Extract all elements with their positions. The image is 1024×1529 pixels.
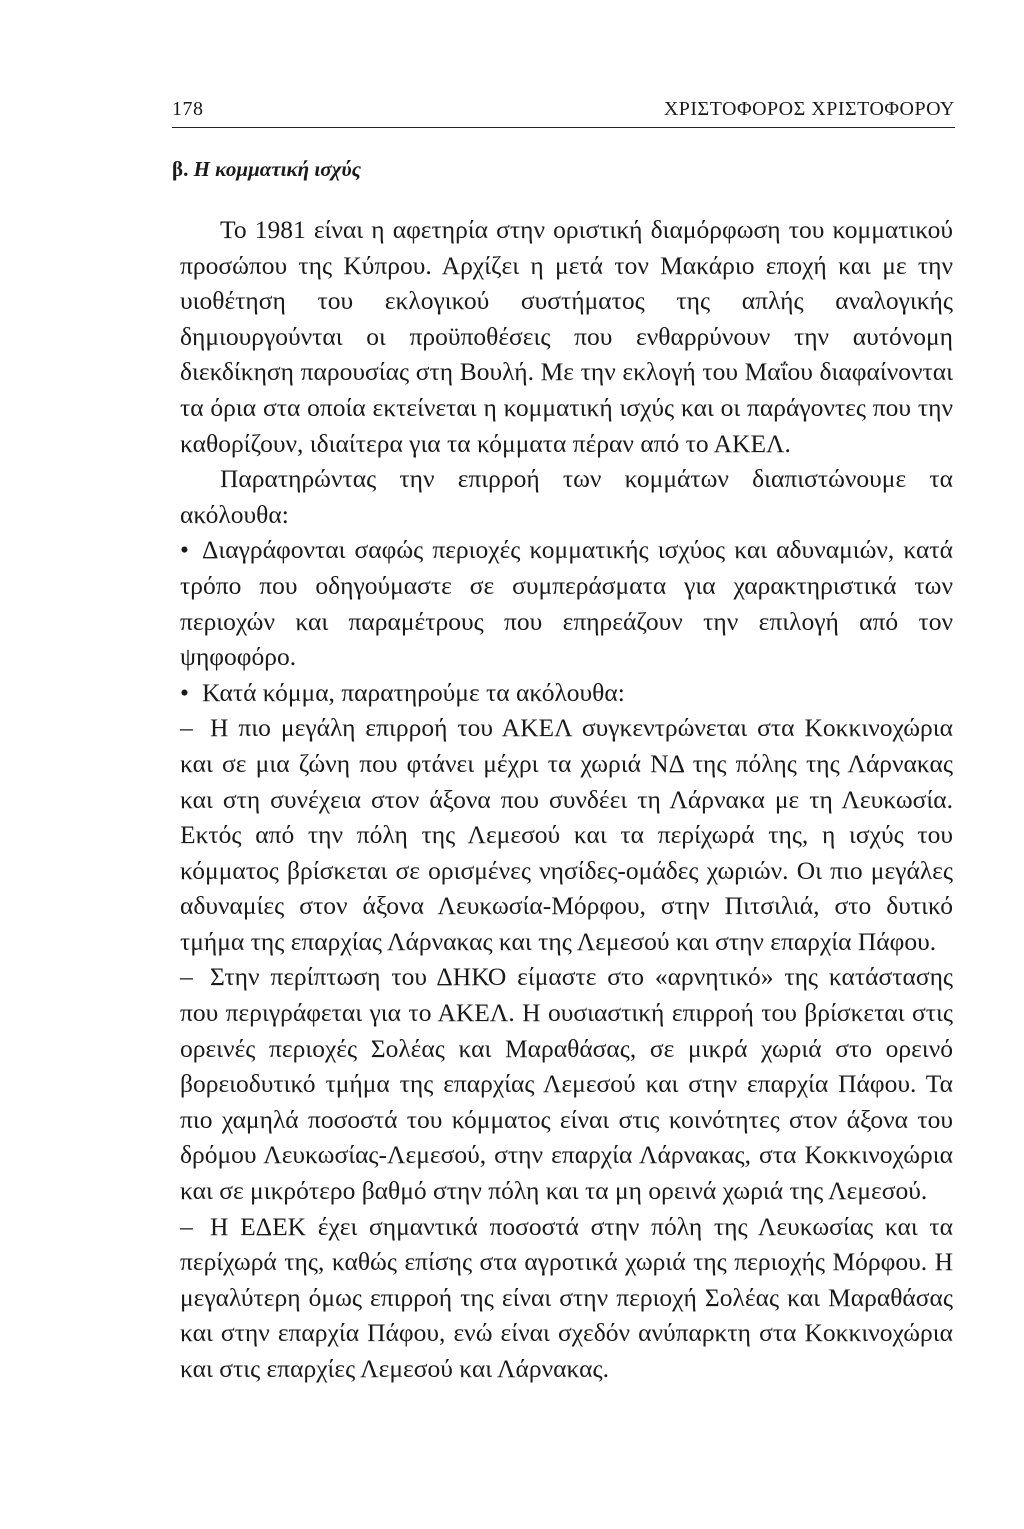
bullet-mark: • xyxy=(180,535,189,565)
running-header xyxy=(172,98,955,121)
dash-item-edek xyxy=(180,1209,953,1387)
dash-text: Η πιο μεγάλη επιρροή του ΑΚΕΛ συγκεντρώνεται στα Κοκκινοχώρια και σε μια ζώνη που φτάνει μέχρι τα χωριά ΝΔ της πόλης της Λάρνακας και στη συνέχεια στον άξονα που συνδέει τη Λάρνακα με τη Λευκωσία. Εκτός από την πόλη της Λεμεσού και τα περίχωρά της, η ισχύς του κόμματος βρίσκεται σε ορισμένες νησίδες-ομάδες χωριών. Οι πιο μεγάλες αδυναμίες στον άξονα Λευκωσία-Μόρφου, στην Πιτσιλιά, στο δυτικό τμήμα της επαρχίας Λάρνακας και της Λεμεσού και στην επαρχία Πάφου. xyxy=(180,713,953,956)
section-marker: β. xyxy=(172,157,189,181)
bullet-item xyxy=(180,532,953,674)
body-text xyxy=(180,212,953,1387)
bullet-text: Διαγράφονται σαφώς περιοχές κομματικής ισχύος και αδυναμιών, κατά τρόπο που οδηγούμαστε σε συμπεράσματα για χαρακτηριστικά των περιοχών και παραμέτρους που επηρεάζουν την επιλογή από τον ψηφοφόρο. xyxy=(180,535,953,672)
paragraph-observations: Παρατηρώντας την επιρροή των κομμάτων διαπιστώνουμε τα ακόλουθα: xyxy=(180,464,953,529)
bullet-item xyxy=(180,675,953,711)
dash-mark: – xyxy=(180,1211,193,1241)
dash-item-akel xyxy=(180,710,953,959)
dash-item-diko xyxy=(180,959,953,1208)
header-rule xyxy=(172,127,955,128)
section-title: Η κομματική ισχύς xyxy=(193,157,361,181)
paragraph-intro: Το 1981 είναι η αφετηρία στην οριστική διαμόρφωση του κομματικού προσώπου της Κύπρου. Αρχίζει η μετά τον Μακάριο εποχή και με την υιοθέτηση του εκλογικού συστήματος της απλής αναλογικής δημιουργούνται οι προϋποθέσεις που ενθαρρύνουν την αυτόνομη διεκδίκηση παρουσίας στη Βουλή. Με την εκλογή του Μαΐου διαφαίνονται τα όρια στα οποία εκτείνεται η κομματική ισχύς και οι παράγοντες που την καθορίζουν, ιδιαίτερα για τα κόμματα πέραν από το ΑΚΕΛ. xyxy=(180,215,953,458)
running-title: ΧΡΙΣΤΟΦΟΡΟΣ ΧΡΙΣΤΟΦΟΡΟΥ xyxy=(663,98,955,120)
bullet-text: Κατά κόμμα, παρατηρούμε τα ακόλουθα: xyxy=(202,677,625,707)
dash-mark: – xyxy=(180,962,193,992)
dash-text: Η ΕΔΕΚ έχει σημαντικά ποσοστά στην πόλη της Λευκωσίας και τα περίχωρά της, καθώς επίσης στα αγροτικά χωριά της περιοχής Μόρφου. Η μεγαλύτερη όμως επιρροή της είναι στην περιοχή Σολέας και Μαραθάσας και στην επαρχία Πάφου, ενώ είναι σχεδόν ανύπαρκτη στα Κοκκινοχώρια και στις επαρχίες Λεμεσού και Λάρνακας. xyxy=(180,1211,953,1383)
bullet-mark: • xyxy=(180,677,189,707)
dash-mark: – xyxy=(180,713,193,743)
section-heading xyxy=(172,157,361,182)
page-number: 178 xyxy=(172,98,204,120)
dash-text: Στην περίπτωση του ΔΗΚΟ είμαστε στο «αρνητικό» της κατάστασης που περιγράφεται για το ΑΚΕΛ. Η ουσιαστική επιρροή του βρίσκεται στις ορεινές περιοχές Σολέας και Μαραθάσας, σε μικρά χωριά στο ορεινό βορειοδυτικό τμήμα της επαρχίας Λεμεσού και στην επαρχία Πάφου. Τα πιο χαμηλά ποσοστά του κόμματος είναι στις κοινότητες στον άξονα του δρόμου Λευκωσίας-Λεμεσού, στην επαρχία Λάρνακας, στα Κοκκινοχώρια και σε μικρότερο βαθμό στην πόλη και τα μη ορεινά χωριά της Λεμεσού. xyxy=(180,962,953,1206)
